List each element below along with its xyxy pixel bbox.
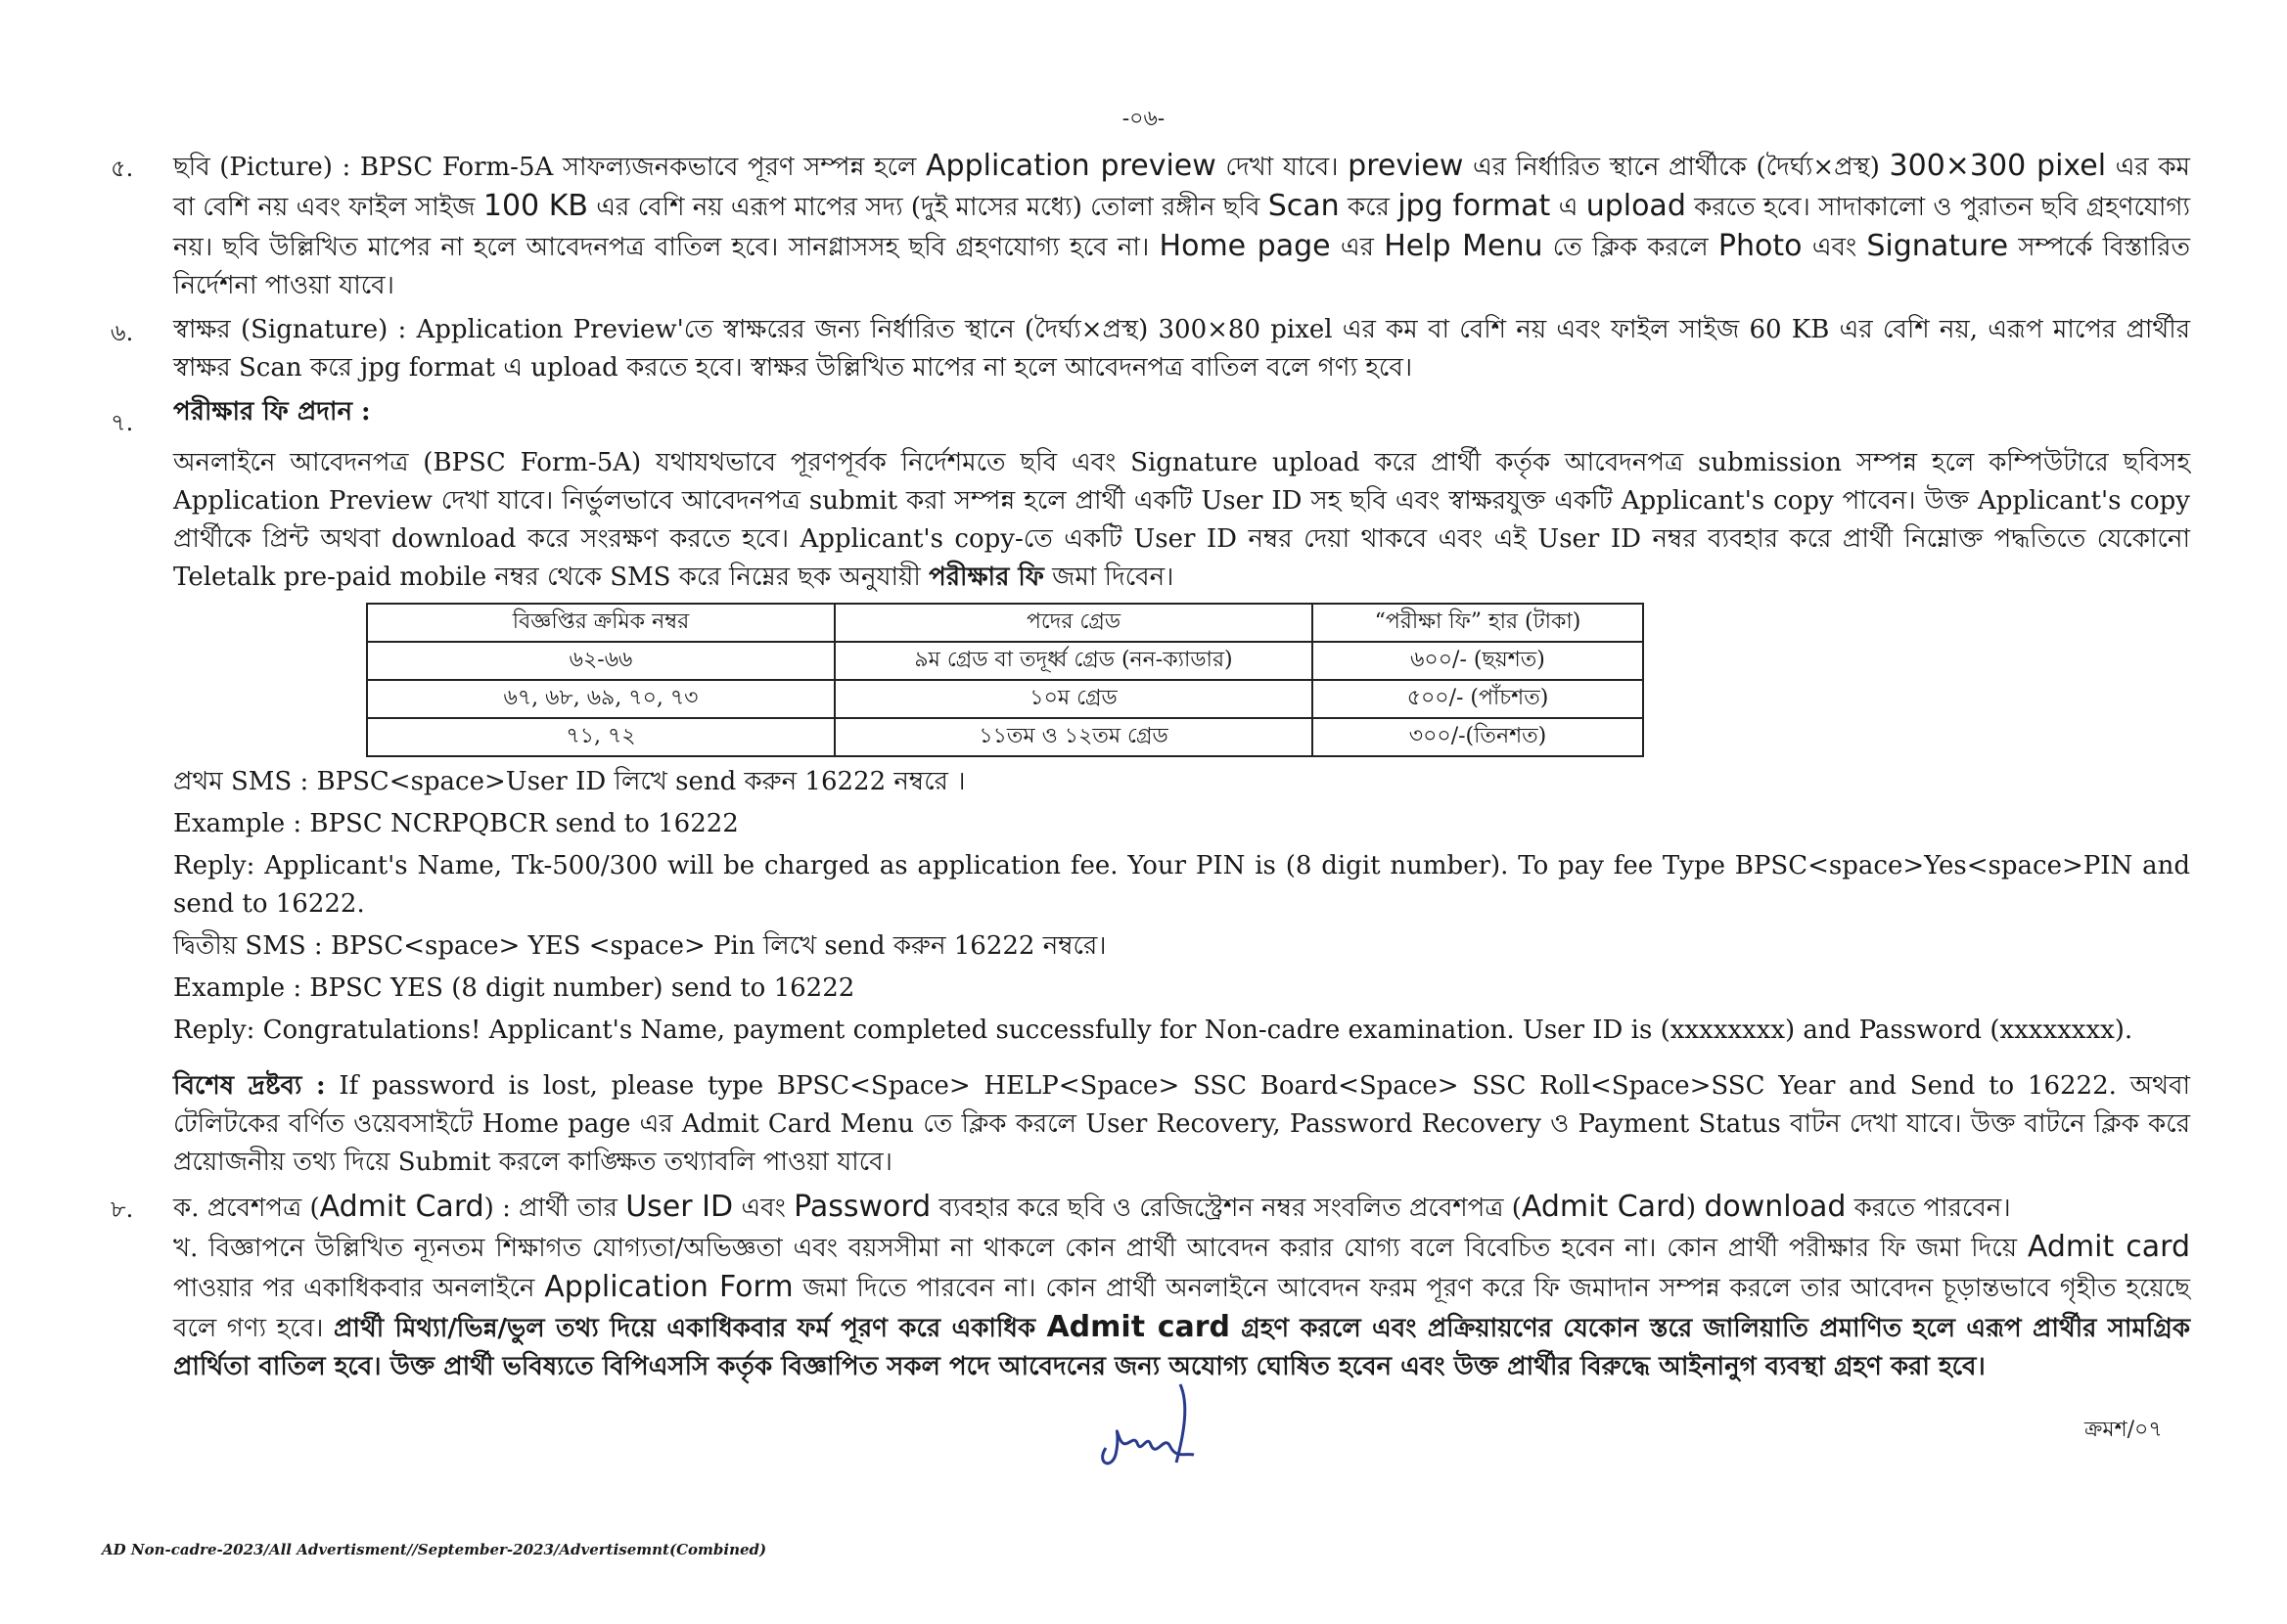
- page-number: -০৬-: [1121, 107, 1166, 131]
- text-run: এর নির্ধারিত স্থানে প্রার্থীকে (দৈর্ঘ্য×প্রস্থ): [1463, 153, 1890, 182]
- text-run: অনলাইনে আবেদনপত্র (BPSC Form-5A) যথাযথভাবে পূরণপূর্বক নির্দেশমতে ছবি এবং Signature upload করে প্রার্থী কর্তৃক আবেদনপত্র submission সম্পন্ন হলে কম্পিউটারে ছবিসহ Application Preview দেখা যাবে। নির্ভুলভাবে আবেদনপত্র submit করা সম্পন্ন হলে প্রার্থী একটি User ID সহ ছবি এবং স্বাক্ষরযুক্ত একটি Applicant's copy পাবেন। উক্ত Applicant's copy প্রার্থীকে প্রিন্ট অথবা download করে সংরক্ষণ করতে হবে। Applicant's copy-তে একটি User ID নম্বর দেয়া থাকবে এবং এই User ID নম্বর ব্যবহার করে প্রার্থী নিম্নোক্ত পদ্ধতিতে যেকোনো Teletalk pre-paid mobile নম্বর থেকে SMS করে নিম্নের ছক অনুযায়ী: [173, 448, 2190, 592]
- sms-line: Reply: Applicant's Name, Tk-500/300 will be charged as application fee. Your PIN is (8 digit number). To pay fee Type BPSC<space>Yes<space>PIN and send to 16222.: [173, 851, 2190, 919]
- text-run: Help Menu: [1384, 229, 1543, 263]
- text-run: জমা দিতে পারবেন না। কোন প্রার্থী অনলাইনে আবেদন ফরম পূরণ করে ফি জমাদান সম্পন্ন করলে তার আবেদন চূড়ান্তভাবে গৃহীত হয়েছে বলে গণ্য হবে।: [173, 1274, 2190, 1343]
- special-note: [111, 1067, 2190, 1182]
- text-run: এর কম বা বেশি নয় এবং ফাইল সাইজ: [173, 153, 2190, 222]
- text-run: দেখা যাবে।: [1215, 153, 1349, 182]
- text-run: Application preview: [926, 149, 1216, 183]
- table-cell: ৬৭, ৬৮, ৬৯, ৭০, ৭৩: [367, 680, 835, 718]
- text-run: 100 KB: [482, 189, 588, 223]
- table-row: [367, 642, 1643, 680]
- text-run: Admit Card: [319, 1190, 484, 1224]
- text-run: ব্যবহার করে ছবি ও রেজিস্ট্রেশন নম্বর সংবলিত প্রবেশপত্র (: [931, 1194, 1522, 1223]
- item-text: [173, 393, 2190, 431]
- special-note-label: বিশেষ দ্রষ্টব্য :: [173, 1071, 326, 1101]
- table-row: [367, 680, 1643, 718]
- text-run: জমা দিবেন।: [1043, 563, 1174, 592]
- text-run: 300×300 pixel: [1889, 149, 2107, 183]
- item-exam-fee: [111, 393, 2190, 444]
- table-cell: ১০ম গ্রেড: [835, 680, 1312, 718]
- text-run: প্রার্থী মিথ্যা/ভিন্ন/ভুল তথ্য দিয়ে একাধিকবার ফর্ম পূরণ করে একাধিক: [333, 1314, 1047, 1343]
- table-cell: ৩০০/-(তিনশত): [1312, 718, 1643, 756]
- exam-fee-body: [111, 444, 2190, 597]
- item-number: ৭.: [111, 409, 134, 436]
- text-run: Signature: [1866, 229, 2009, 263]
- eligibility-paragraph: [173, 1228, 2190, 1386]
- picture-paragraph: [173, 147, 2190, 305]
- sms-line: দ্বিতীয় SMS : BPSC<space> YES <space> Pin লিখে send করুন 16222 নম্বরে।: [173, 931, 1107, 961]
- text-run: এবং: [733, 1194, 795, 1223]
- text-run: Photo: [1717, 229, 1803, 263]
- special-note-text: If password is lost, please type BPSC<Space> HELP<Space> SSC Board<Space> SSC Roll<Space>SSC Year and Send to 16222. অথবা টেলিটকের বর্ণিত ওয়েবসাইটে Home page এর Admit Card Menu তে ক্লিক করলে User Recovery, Password Recovery ও Payment Status বাটন দেখা যাবে। উক্ত বাটনে ক্লিক করে প্রয়োজনীয় তথ্য দিয়ে Submit করলে কাঙ্ক্ষিত তথ্যাবলি পাওয়া যাবে।: [173, 1071, 2190, 1177]
- text-run: Home page: [1159, 229, 1331, 263]
- text-run: ) : প্রার্থী তার: [483, 1194, 626, 1223]
- section-heading: পরীক্ষার ফি প্রদান :: [173, 397, 371, 427]
- text-run: পাওয়ার পর একাধিকবার অনলাইনে: [173, 1274, 545, 1303]
- special-note-paragraph: [173, 1067, 2190, 1182]
- sms-line: Example : BPSC YES (8 digit number) send to 16222: [173, 973, 855, 1003]
- document-body: [111, 147, 2190, 1392]
- table-header: বিজ্ঞপ্তির ক্রমিক নম্বর: [367, 604, 835, 642]
- text-run: গ্রহণ করলে এবং প্রক্রিয়ায়ণের যেকোন স্তরে জালিয়াতি প্রমাণিত হলে এরূপ প্রার্থীর সামগ্রিক প্রার্থিতা বাতিল হবে। উক্ত প্রার্থী ভবিষ্যতে বিপিএসসি কর্তৃক বিজ্ঞাপিত সকল পদে আবেদনের জন্য অযোগ্য ঘোষিত হবেন এবং উক্ত প্রার্থীর বিরুদ্ধে আইনানুগ ব্যবস্থা গ্রহণ করা হবে।: [173, 1314, 2191, 1381]
- text-run: Password: [794, 1190, 932, 1224]
- text-run: Admit card: [2027, 1230, 2190, 1264]
- item-text: [173, 1188, 2190, 1386]
- sms-instructions: [111, 763, 2190, 1050]
- item-picture: [111, 147, 2190, 305]
- item-number: ৮.: [111, 1195, 134, 1223]
- text-run: করতে হবে। সাদাকালো ও পুরাতন ছবি গ্রহণযোগ্য নয়। ছবি উল্লিখিত মাপের না হলে আবেদনপত্র বাতিল হবে। সানগ্লাসসহ ছবি গ্রহণযোগ্য হবে না।: [173, 193, 2191, 262]
- text-run: Admit Card: [1521, 1190, 1686, 1224]
- text-run: preview: [1348, 149, 1464, 183]
- text-run: এ: [1550, 193, 1586, 222]
- table-cell: ১১তম ও ১২তম গ্রেড: [835, 718, 1312, 756]
- text-run: করতে পারবেন।: [1846, 1194, 2011, 1223]
- fee-table: [366, 603, 1644, 757]
- footer-reference: AD Non-cadre-2023/All Advertisment//September-2023/Advertisemnt(Combined): [102, 1541, 767, 1558]
- text-run: খ. বিজ্ঞাপনে উল্লিখিত ন্যূনতম শিক্ষাগত যোগ্যতা/অভিজ্ঞতা এবং বয়সসীমা না থাকলে কোন প্রার্থী আবেদন করার যোগ্য বলে বিবেচিত হবেন না। কোন প্রার্থী পরীক্ষার ফি জমা দিয়ে: [173, 1234, 2028, 1263]
- text-run: এবং: [1802, 233, 1867, 262]
- table-cell: ৫০০/- (পাঁচশত): [1312, 680, 1643, 718]
- table-cell: ৯ম গ্রেড বা তদূর্ধ্ব গ্রেড (নন-ক্যাডার): [835, 642, 1312, 680]
- text-run: jpg format: [1397, 189, 1551, 223]
- table-cell: ৬২-৬৬: [367, 642, 835, 680]
- text-run: পরীক্ষার ফি: [929, 563, 1044, 592]
- text-run: এর: [1330, 233, 1385, 262]
- continued-label: ক্রমশ/০৭: [2084, 1418, 2163, 1442]
- sms-line: Example : BPSC NCRPQBCR send to 16222: [173, 809, 739, 838]
- text-run: ক. প্রবেশপত্র (: [173, 1194, 320, 1223]
- text-run: Scan: [1267, 189, 1340, 223]
- text-run: upload: [1585, 189, 1686, 223]
- admit-card-paragraph: [173, 1188, 2190, 1228]
- table-header: পদের গ্রেড: [835, 604, 1312, 642]
- item-text: [173, 147, 2190, 305]
- text-run: User ID: [625, 1190, 734, 1224]
- item-number: ৫.: [111, 155, 134, 182]
- exam-fee-paragraph: [173, 444, 2190, 597]
- text-run: করে: [1339, 193, 1398, 222]
- text-run: download: [1704, 1190, 1847, 1224]
- sms-line: প্রথম SMS : BPSC<space>User ID লিখে send করুন 16222 নম্বরে ।: [173, 767, 966, 796]
- item-admit-card: [111, 1188, 2190, 1386]
- item-number: ৬.: [111, 319, 134, 346]
- table-cell: ৭১, ৭২: [367, 718, 835, 756]
- item-text: [173, 311, 2190, 387]
- text-run: সম্পর্কে বিস্তারিত নির্দেশনা পাওয়া যাবে।: [173, 233, 2190, 300]
- text-run: ছবি (Picture) : BPSC Form-5A সাফল্যজনকভাবে পূরণ সম্পন্ন হলে: [173, 153, 927, 182]
- table-header: “পরীক্ষা ফি” হার (টাকা): [1312, 604, 1643, 642]
- table-row: [367, 718, 1643, 756]
- text-run: Admit card: [1046, 1310, 1231, 1344]
- table-header-row: [367, 604, 1643, 642]
- text-run: Application Form: [544, 1270, 794, 1304]
- text-run: ): [1685, 1194, 1705, 1223]
- table-cell: ৬০০/- (ছয়শত): [1312, 642, 1643, 680]
- text-run: এর বেশি নয় এরূপ মাপের সদ্য (দুই মাসের মধ্যে) তোলা রঙ্গীন ছবি: [587, 193, 1268, 222]
- signature-mark: [1086, 1365, 1213, 1482]
- sms-line: Reply: Congratulations! Applicant's Name, payment completed successfully for Non-cadre examination. User ID is (xxxxxxxx) and Password (xxxxxxxx).: [173, 1015, 2133, 1045]
- item-signature: [111, 311, 2190, 387]
- text-run: তে ক্লিক করলে: [1542, 233, 1718, 262]
- signature-paragraph: স্বাক্ষর (Signature) : Application Preview'তে স্বাক্ষরের জন্য নির্ধারিত স্থানে (দৈর্ঘ্য×প্রস্থ) 300×80 pixel এর কম বা বেশি নয় এবং ফাইল সাইজ 60 KB এর বেশি নয়, এরূপ মাপের প্রার্থীর স্বাক্ষর Scan করে jpg format এ upload করতে হবে। স্বাক্ষর উল্লিখিত মাপের না হলে আবেদনপত্র বাতিল বলে গণ্য হবে।: [173, 315, 2190, 383]
